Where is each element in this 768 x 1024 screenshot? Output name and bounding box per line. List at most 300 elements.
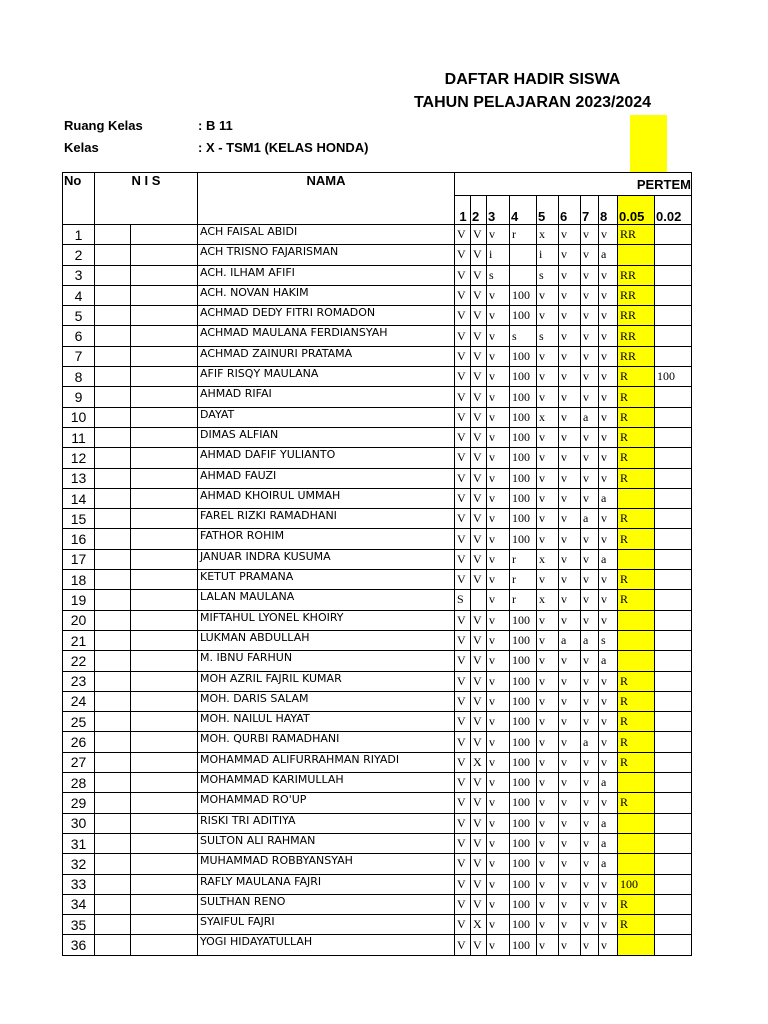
nis-cell — [95, 427, 131, 447]
attendance-cell: 100 — [510, 346, 537, 366]
attendance-cell: v — [581, 773, 599, 793]
attendance-cell: v — [559, 793, 581, 813]
attendance-cell: v — [559, 549, 581, 569]
attendance-cell: V — [471, 813, 487, 833]
attendance-cell: V — [471, 833, 487, 853]
attendance-cell: v — [581, 610, 599, 630]
attendance-cell: v — [599, 874, 618, 894]
attendance-cell — [618, 488, 655, 508]
attendance-cell: V — [471, 265, 487, 285]
nis-cell — [131, 610, 198, 630]
attendance-cell — [655, 346, 692, 366]
attendance-cell: 100 — [510, 306, 537, 326]
meeting-number-header: 5 — [537, 196, 559, 225]
attendance-cell: V — [471, 225, 487, 245]
nis-cell — [95, 691, 131, 711]
table-row — [63, 691, 692, 711]
attendance-cell: V — [471, 529, 487, 549]
nis-cell — [131, 752, 198, 772]
attendance-cell: R — [618, 590, 655, 610]
attendance-cell — [655, 265, 692, 285]
attendance-cell — [510, 245, 537, 265]
table-row — [63, 387, 692, 407]
attendance-cell: 100 — [510, 488, 537, 508]
attendance-cell: x — [537, 407, 559, 427]
attendance-cell: v — [599, 610, 618, 630]
attendance-cell: R — [618, 691, 655, 711]
attendance-cell: X — [471, 752, 487, 772]
attendance-cell: v — [487, 833, 510, 853]
attendance-cell: V — [471, 570, 487, 590]
attendance-cell: R — [618, 387, 655, 407]
attendance-cell: V — [471, 387, 487, 407]
attendance-cell: V — [455, 509, 471, 529]
nis-cell — [131, 570, 198, 590]
attendance-cell — [618, 773, 655, 793]
attendance-cell: v — [559, 935, 581, 955]
attendance-cell: x — [537, 590, 559, 610]
attendance-cell: V — [471, 671, 487, 691]
nis-cell — [95, 306, 131, 326]
row-number: 24 — [63, 691, 95, 711]
attendance-cell: v — [599, 326, 618, 346]
nis-cell — [95, 570, 131, 590]
table-row — [63, 813, 692, 833]
attendance-cell: V — [455, 427, 471, 447]
attendance-cell — [655, 488, 692, 508]
table-row — [63, 225, 692, 245]
attendance-cell — [655, 590, 692, 610]
nis-cell — [131, 346, 198, 366]
attendance-cell: s — [537, 265, 559, 285]
attendance-cell — [655, 285, 692, 305]
row-number: 1 — [63, 225, 95, 245]
row-number: 12 — [63, 448, 95, 468]
attendance-cell: v — [581, 306, 599, 326]
nis-cell — [95, 367, 131, 387]
attendance-cell: v — [537, 630, 559, 650]
attendance-cell — [655, 752, 692, 772]
student-name: AFIF RISQY MAULANA — [198, 367, 455, 387]
attendance-cell: v — [581, 935, 599, 955]
nis-cell — [95, 407, 131, 427]
student-name: AHMAD DAFIF YULIANTO — [198, 448, 455, 468]
attendance-cell: V — [471, 427, 487, 447]
attendance-cell: v — [581, 590, 599, 610]
attendance-cell — [618, 651, 655, 671]
nis-cell — [95, 793, 131, 813]
attendance-cell — [655, 935, 692, 955]
attendance-cell: V — [471, 407, 487, 427]
attendance-cell — [655, 773, 692, 793]
attendance-cell: R — [618, 752, 655, 772]
nis-header: N I S — [95, 173, 198, 225]
attendance-cell: V — [455, 346, 471, 366]
attendance-cell — [655, 712, 692, 732]
attendance-cell: RR — [618, 326, 655, 346]
attendance-cell: v — [537, 529, 559, 549]
attendance-cell: v — [487, 427, 510, 447]
row-number: 15 — [63, 509, 95, 529]
nis-cell — [95, 813, 131, 833]
nis-cell — [131, 651, 198, 671]
student-name: ACHMAD MAULANA FERDIANSYAH — [198, 326, 455, 346]
attendance-cell: V — [471, 509, 487, 529]
attendance-cell — [618, 549, 655, 569]
student-name: MOHAMMAD KARIMULLAH — [198, 773, 455, 793]
attendance-cell: v — [487, 387, 510, 407]
attendance-cell: 100 — [510, 630, 537, 650]
attendance-cell: v — [559, 691, 581, 711]
student-name: SYAIFUL FAJRI — [198, 915, 455, 935]
row-number: 16 — [63, 529, 95, 549]
attendance-cell: 100 — [510, 732, 537, 752]
nis-cell — [95, 285, 131, 305]
attendance-cell: v — [599, 752, 618, 772]
class-label: Kelas — [64, 140, 99, 155]
attendance-cell — [655, 448, 692, 468]
student-name: AHMAD KHOIRUL UMMAH — [198, 488, 455, 508]
attendance-cell: V — [471, 468, 487, 488]
attendance-cell: V — [471, 488, 487, 508]
nis-cell — [131, 833, 198, 853]
row-number: 8 — [63, 367, 95, 387]
attendance-cell — [618, 813, 655, 833]
document-title: DAFTAR HADIR SISWA — [444, 71, 621, 88]
attendance-cell: a — [599, 813, 618, 833]
attendance-cell: RR — [618, 225, 655, 245]
attendance-cell — [655, 549, 692, 569]
nis-cell — [131, 225, 198, 245]
nis-cell — [131, 306, 198, 326]
nis-cell — [95, 833, 131, 853]
attendance-cell: V — [455, 326, 471, 346]
attendance-cell: 100 — [510, 833, 537, 853]
attendance-cell: v — [559, 306, 581, 326]
attendance-cell: v — [487, 346, 510, 366]
attendance-cell: v — [599, 671, 618, 691]
table-row — [63, 712, 692, 732]
attendance-cell: V — [455, 813, 471, 833]
attendance-cell: 100 — [510, 651, 537, 671]
attendance-cell: v — [599, 367, 618, 387]
student-name: JANUAR INDRA KUSUMA — [198, 549, 455, 569]
table-row — [63, 570, 692, 590]
table-row — [63, 326, 692, 346]
attendance-cell: v — [599, 346, 618, 366]
attendance-cell: v — [581, 245, 599, 265]
attendance-cell: V — [455, 570, 471, 590]
attendance-cell: v — [487, 225, 510, 245]
attendance-cell: V — [471, 448, 487, 468]
meeting-number-header: 8 — [599, 196, 618, 225]
attendance-cell: V — [471, 326, 487, 346]
attendance-cell: i — [487, 245, 510, 265]
attendance-cell: v — [487, 793, 510, 813]
attendance-cell: v — [581, 448, 599, 468]
student-name: ACHMAD DEDY FITRI ROMADON — [198, 306, 455, 326]
attendance-cell: v — [559, 326, 581, 346]
attendance-cell: V — [471, 712, 487, 732]
attendance-cell: v — [537, 346, 559, 366]
attendance-cell: RR — [618, 346, 655, 366]
nis-cell — [131, 813, 198, 833]
attendance-cell: v — [537, 570, 559, 590]
attendance-cell: V — [455, 630, 471, 650]
attendance-cell: s — [510, 326, 537, 346]
table-row — [63, 367, 692, 387]
attendance-cell: R — [618, 407, 655, 427]
attendance-cell — [655, 793, 692, 813]
attendance-cell: V — [471, 285, 487, 305]
attendance-cell — [655, 427, 692, 447]
attendance-cell: v — [559, 752, 581, 772]
attendance-cell: a — [581, 509, 599, 529]
row-number: 17 — [63, 549, 95, 569]
nis-cell — [95, 935, 131, 955]
table-row — [63, 854, 692, 874]
student-name: ACH FAISAL ABIDI — [198, 225, 455, 245]
student-name: ACH. ILHAM AFIFI — [198, 265, 455, 285]
table-row — [63, 245, 692, 265]
attendance-cell: v — [581, 488, 599, 508]
attendance-cell: V — [471, 610, 487, 630]
attendance-cell: v — [559, 367, 581, 387]
nis-cell — [95, 326, 131, 346]
attendance-cell: v — [559, 712, 581, 732]
attendance-cell: V — [455, 225, 471, 245]
attendance-cell: 100 — [510, 813, 537, 833]
attendance-cell: V — [455, 468, 471, 488]
nis-cell — [95, 549, 131, 569]
attendance-cell: a — [559, 630, 581, 650]
pertemuan-header: PERTEM — [455, 173, 692, 196]
attendance-cell: 100 — [510, 773, 537, 793]
student-name: RISKI TRI ADITIYA — [198, 813, 455, 833]
table-row — [63, 671, 692, 691]
student-name: MOH. QURBI RAMADHANI — [198, 732, 455, 752]
attendance-cell — [655, 671, 692, 691]
row-number: 11 — [63, 427, 95, 447]
nis-cell — [131, 549, 198, 569]
student-name: DIMAS ALFIAN — [198, 427, 455, 447]
row-number: 23 — [63, 671, 95, 691]
attendance-cell: V — [471, 651, 487, 671]
attendance-cell: V — [455, 773, 471, 793]
meeting-number-header: 0.05 — [618, 196, 655, 225]
table-row — [63, 529, 692, 549]
row-number: 5 — [63, 306, 95, 326]
row-number: 35 — [63, 915, 95, 935]
nis-cell — [131, 427, 198, 447]
attendance-cell: 100 — [618, 874, 655, 894]
table-row — [63, 915, 692, 935]
attendance-cell: v — [487, 691, 510, 711]
attendance-cell: v — [559, 732, 581, 752]
attendance-cell: R — [618, 468, 655, 488]
table-row — [63, 265, 692, 285]
attendance-cell: v — [537, 712, 559, 732]
nis-cell — [95, 387, 131, 407]
nis-cell — [95, 245, 131, 265]
attendance-cell: 100 — [510, 407, 537, 427]
attendance-cell: V — [455, 265, 471, 285]
nis-cell — [131, 448, 198, 468]
attendance-cell: a — [599, 245, 618, 265]
attendance-cell: v — [537, 691, 559, 711]
row-number: 14 — [63, 488, 95, 508]
attendance-cell: v — [559, 225, 581, 245]
nis-cell — [131, 285, 198, 305]
attendance-cell: v — [537, 427, 559, 447]
student-name: AHMAD RIFAI — [198, 387, 455, 407]
attendance-cell: v — [537, 387, 559, 407]
attendance-cell — [655, 732, 692, 752]
attendance-cell — [655, 570, 692, 590]
table-row — [63, 468, 692, 488]
attendance-cell: v — [599, 732, 618, 752]
attendance-cell: v — [559, 590, 581, 610]
attendance-cell: v — [537, 448, 559, 468]
attendance-cell: v — [599, 468, 618, 488]
nis-cell — [95, 874, 131, 894]
attendance-cell: 100 — [510, 935, 537, 955]
attendance-cell: v — [559, 427, 581, 447]
attendance-cell — [655, 326, 692, 346]
student-name: ACH. NOVAN HAKIM — [198, 285, 455, 305]
table-row — [63, 793, 692, 813]
attendance-cell: V — [455, 306, 471, 326]
attendance-cell: v — [487, 549, 510, 569]
attendance-cell: V — [471, 732, 487, 752]
student-name: MOH. NAILUL HAYAT — [198, 712, 455, 732]
row-number: 4 — [63, 285, 95, 305]
attendance-cell: s — [599, 630, 618, 650]
attendance-cell: 100 — [510, 691, 537, 711]
attendance-cell: v — [581, 367, 599, 387]
attendance-cell: v — [581, 326, 599, 346]
attendance-cell: v — [599, 448, 618, 468]
student-name: MIFTAHUL LYONEL KHOIRY — [198, 610, 455, 630]
attendance-cell: v — [487, 630, 510, 650]
attendance-cell: v — [581, 833, 599, 853]
nis-cell — [131, 691, 198, 711]
attendance-cell — [655, 813, 692, 833]
attendance-cell — [655, 691, 692, 711]
attendance-cell: a — [599, 773, 618, 793]
attendance-cell: V — [471, 549, 487, 569]
attendance-cell: v — [559, 854, 581, 874]
student-name: YOGI HIDAYATULLAH — [198, 935, 455, 955]
attendance-cell — [618, 935, 655, 955]
table-row — [63, 346, 692, 366]
nis-cell — [95, 773, 131, 793]
nis-cell — [131, 874, 198, 894]
attendance-cell: v — [537, 285, 559, 305]
student-name: MOH. DARIS SALAM — [198, 691, 455, 711]
attendance-cell: 100 — [510, 448, 537, 468]
attendance-cell — [618, 610, 655, 630]
attendance-cell: V — [455, 752, 471, 772]
nama-header: NAMA — [198, 173, 455, 225]
nis-cell — [131, 265, 198, 285]
attendance-cell: v — [581, 651, 599, 671]
row-number: 21 — [63, 630, 95, 650]
attendance-table — [62, 172, 692, 956]
table-row — [63, 630, 692, 650]
attendance-cell: 100 — [510, 915, 537, 935]
nis-cell — [131, 935, 198, 955]
attendance-cell: v — [559, 468, 581, 488]
attendance-cell: R — [618, 367, 655, 387]
student-name: RAFLY MAULANA FAJRI — [198, 874, 455, 894]
row-number: 6 — [63, 326, 95, 346]
attendance-cell: v — [559, 773, 581, 793]
attendance-cell: V — [455, 529, 471, 549]
row-number: 2 — [63, 245, 95, 265]
attendance-cell: v — [487, 468, 510, 488]
attendance-cell: s — [487, 265, 510, 285]
attendance-cell: v — [537, 854, 559, 874]
table-row — [63, 894, 692, 914]
attendance-cell: a — [581, 407, 599, 427]
nis-cell — [95, 610, 131, 630]
attendance-cell: 100 — [510, 671, 537, 691]
row-number: 3 — [63, 265, 95, 285]
room-label: Ruang Kelas — [64, 118, 143, 133]
attendance-cell: V — [455, 732, 471, 752]
attendance-cell: R — [618, 732, 655, 752]
attendance-cell — [655, 306, 692, 326]
attendance-cell: v — [559, 915, 581, 935]
attendance-cell: v — [581, 793, 599, 813]
attendance-cell: r — [510, 590, 537, 610]
attendance-cell: V — [471, 306, 487, 326]
attendance-cell: v — [581, 387, 599, 407]
attendance-cell: v — [487, 874, 510, 894]
attendance-cell: V — [455, 651, 471, 671]
attendance-cell: V — [455, 407, 471, 427]
table-row — [63, 488, 692, 508]
attendance-cell: V — [455, 854, 471, 874]
row-number: 18 — [63, 570, 95, 590]
attendance-cell: V — [455, 894, 471, 914]
attendance-cell: v — [537, 367, 559, 387]
nis-cell — [131, 407, 198, 427]
attendance-cell: v — [559, 813, 581, 833]
attendance-cell: v — [537, 915, 559, 935]
nis-cell — [131, 773, 198, 793]
table-row — [63, 651, 692, 671]
nis-cell — [131, 509, 198, 529]
nis-cell — [131, 712, 198, 732]
nis-cell — [131, 894, 198, 914]
table-row — [63, 549, 692, 569]
attendance-cell: 100 — [510, 854, 537, 874]
student-name: MUHAMMAD ROBBYANSYAH — [198, 854, 455, 874]
nis-cell — [95, 590, 131, 610]
attendance-cell: V — [455, 448, 471, 468]
attendance-cell: V — [455, 691, 471, 711]
table-row — [63, 407, 692, 427]
attendance-cell: 100 — [510, 427, 537, 447]
attendance-cell: v — [599, 590, 618, 610]
nis-cell — [95, 630, 131, 650]
attendance-cell: v — [537, 610, 559, 630]
room-value: : B 11 — [198, 118, 233, 133]
table-row — [63, 590, 692, 610]
attendance-cell: v — [487, 935, 510, 955]
